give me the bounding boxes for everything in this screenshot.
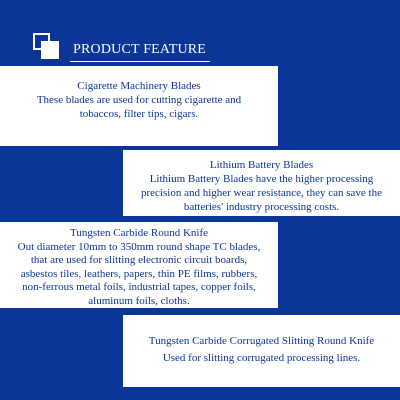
feature-card-description: Lithium Battery Blades have the higher processing precision and higher wear resistance, they can save the batteries' industry processing costs. xyxy=(141,173,382,213)
feature-card-tungsten-carbide-round-knife xyxy=(0,222,278,308)
feature-card-title: Tungsten Carbide Corrugated Slitting Round Knife xyxy=(148,335,375,347)
feature-card-lithium-battery-blades xyxy=(123,150,400,216)
feature-card-title: Lithium Battery Blades xyxy=(209,159,314,171)
feature-card-title: Cigarette Machinery Blades xyxy=(77,80,201,92)
feature-card-corrugated-slitting-knife xyxy=(123,315,400,387)
feature-card-title: Tungsten Carbide Round Knife xyxy=(69,227,208,239)
logo-filled-square xyxy=(41,41,59,59)
feature-card-cigarette-blades xyxy=(0,66,278,146)
feature-card-description: Used for slitting corrugated processing lines. xyxy=(162,352,361,364)
feature-card-description: These blades are used for cutting cigarette and tobaccos, filter tips, cigars. xyxy=(36,94,242,120)
overlapping-squares-icon xyxy=(33,33,63,63)
page-title: PRODUCT FEATURE xyxy=(73,42,207,57)
feature-card-description: Out diameter 10mm to 350mm round shape TC blades, that are used for slitting electronic circuit boards, asbestos tiles, leathers, papers, thin PE films, rubbers, non-ferrous metal foils, industrial tapes, copper foils, aluminum foils, cloths. xyxy=(17,240,261,307)
header xyxy=(0,0,400,66)
title-underline xyxy=(70,61,210,62)
